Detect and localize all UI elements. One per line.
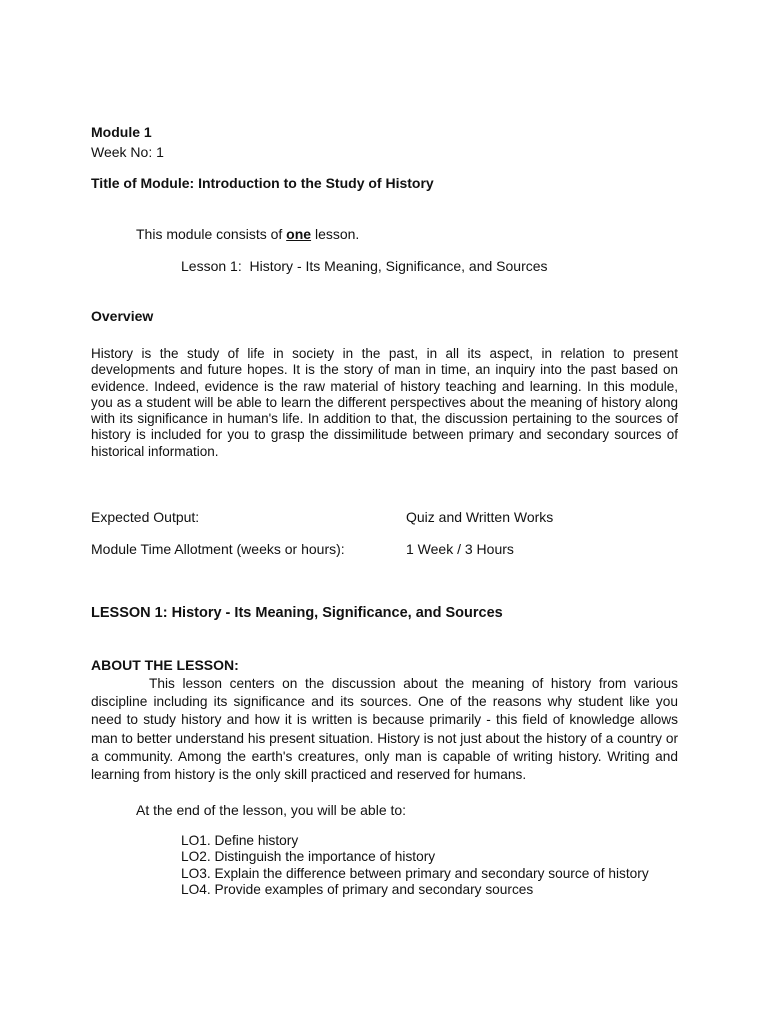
lesson-count-emphasis: one (286, 226, 312, 242)
about-body (91, 675, 678, 784)
module-number: Module 1 (91, 124, 152, 140)
overview-heading: Overview (91, 308, 154, 324)
learning-objectives-list (181, 833, 649, 898)
lesson-heading: LESSON 1: History - Its Meaning, Significance, and Sources (91, 605, 503, 621)
list-item: LO4. Provide examples of primary and secondary sources (181, 881, 534, 897)
time-allotment-value: 1 Week / 3 Hours (406, 541, 514, 557)
list-item: LO1. Define history (181, 833, 299, 848)
list-item: LO3. Explain the difference between primary and secondary source of history (181, 865, 649, 881)
expected-output-label: Expected Output: (91, 509, 200, 525)
expected-output-value: Quiz and Written Works (406, 509, 554, 525)
about-body-text: This lesson centers on the discussion about the meaning of history from various discipline including its significance and its sources. One of the reasons why student like you need to study history and how it is written is because primarily - this field of knowledge allows man to better understand his present situation. History is not just about the history of a country or a community. Among the earth's creatures, only man is capable of writing history. Writing and learning from history is the only skill practiced and reserved for humans. (91, 676, 678, 783)
overview-body: History is the study of life in society in the past, in all its aspect, in relation to present developments and future hopes. It is the story of man in time, an inquiry into the past based on evidence. Indeed, evidence is the raw material of history teaching and learning. In this module, you as a student will be able to learn the different perspectives about the meaning of history along with its significance in human's life. In addition to that, the discussion pertaining to the sources of history is included for you to grasp the dissimilitude between primary and secondary sources of historical information. (91, 346, 678, 459)
objectives-intro: At the end of the lesson, you will be able to: (136, 802, 407, 818)
consists-suffix: lesson. (311, 226, 360, 242)
consists-prefix: This module consists of (136, 226, 287, 242)
lesson-line: Lesson 1: History - Its Meaning, Significance, and Sources (181, 258, 548, 274)
time-allotment-label: Module Time Allotment (weeks or hours): (91, 541, 345, 557)
list-item: LO2. Distinguish the importance of history (181, 849, 436, 865)
about-heading: ABOUT THE LESSON: (91, 657, 239, 673)
week-number: Week No: 1 (91, 144, 164, 160)
module-title: Title of Module: Introduction to the Study of History (91, 175, 434, 191)
module-lesson-count (136, 225, 359, 243)
